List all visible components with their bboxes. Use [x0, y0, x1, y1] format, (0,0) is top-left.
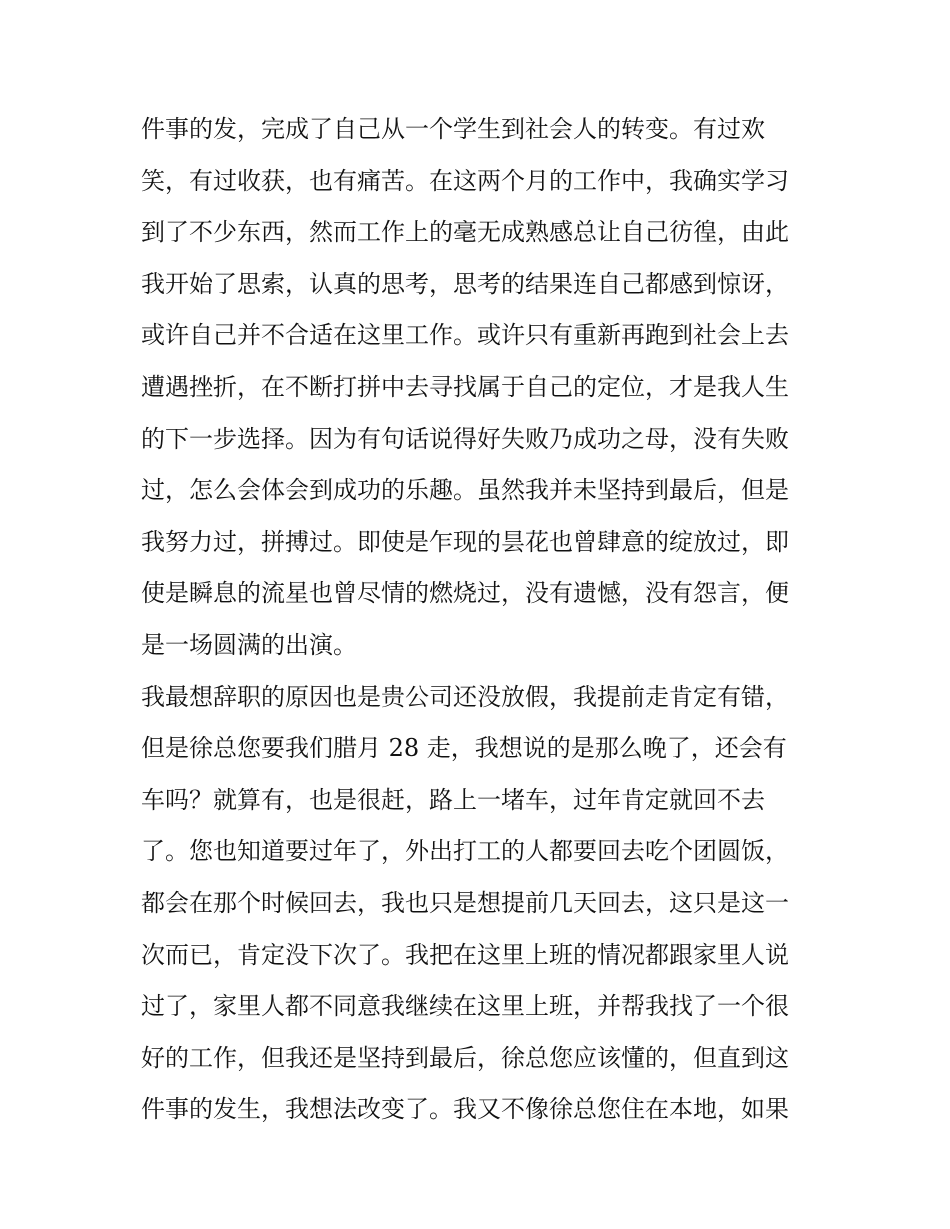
text-line: 我努力过，拼搏过。即使是乍现的昙花也曾肆意的绽放过，即: [141, 527, 789, 556]
text-line: 遭遇挫折，在不断打拼中去寻找属于自己的定位，才是我人生: [141, 372, 789, 401]
text-line: 了。您也知道要过年了，外出打工的人都要回去吃个团圆饭，: [141, 837, 789, 866]
text-line: 但是徐总您要我们腊月 28 走，我想说的是那么晚了，还会有: [141, 734, 787, 763]
text-line: 件事的发，完成了自己从一个学生到社会人的转变。有过欢: [141, 115, 765, 143]
text-line: 过了，家里人都不同意我继续在这里上班，并帮我找了一个很: [141, 992, 789, 1021]
text-line: 使是瞬息的流星也曾尽情的燃烧过，没有遗憾，没有怨言，便: [141, 579, 789, 608]
text-line: 到了不少东西，然而工作上的毫无成熟感总让自己彷徨，由此: [141, 218, 789, 247]
text-line: 好的工作，但我还是坚持到最后，徐总您应该懂的，但直到这: [141, 1043, 789, 1072]
text-line: 件事的发生，我想法改变了。我又不像徐总您住在本地，如果: [141, 1095, 789, 1124]
text-line: 是一场圆满的出演。: [141, 630, 357, 659]
text-line: 都会在那个时候回去，我也只是想提前几天回去，这只是这一: [141, 888, 789, 917]
text-line: 或许自己并不合适在这里工作。或许只有重新再跑到社会上去: [141, 321, 789, 350]
body-text: [141, 104, 821, 1136]
text-line: 的下一步选择。因为有句话说得好失败乃成功之母，没有失败: [141, 424, 789, 453]
text-line: 我最想辞职的原因也是贵公司还没放假，我提前走肯定有错，: [141, 682, 789, 711]
text-line: 笑，有过收获，也有痛苦。在这两个月的工作中，我确实学习: [141, 166, 789, 195]
text-line: 次而已，肯定没下次了。我把在这里上班的情况都跟家里人说: [141, 940, 789, 969]
text-line: 我开始了思索，认真的思考，思考的结果连自己都感到惊讶，: [141, 269, 789, 298]
text-line: 过，怎么会体会到成功的乐趣。虽然我并未坚持到最后，但是: [141, 476, 789, 505]
text-line: 车吗？就算有，也是很赶，路上一堵车，过年肯定就回不去: [141, 785, 765, 814]
